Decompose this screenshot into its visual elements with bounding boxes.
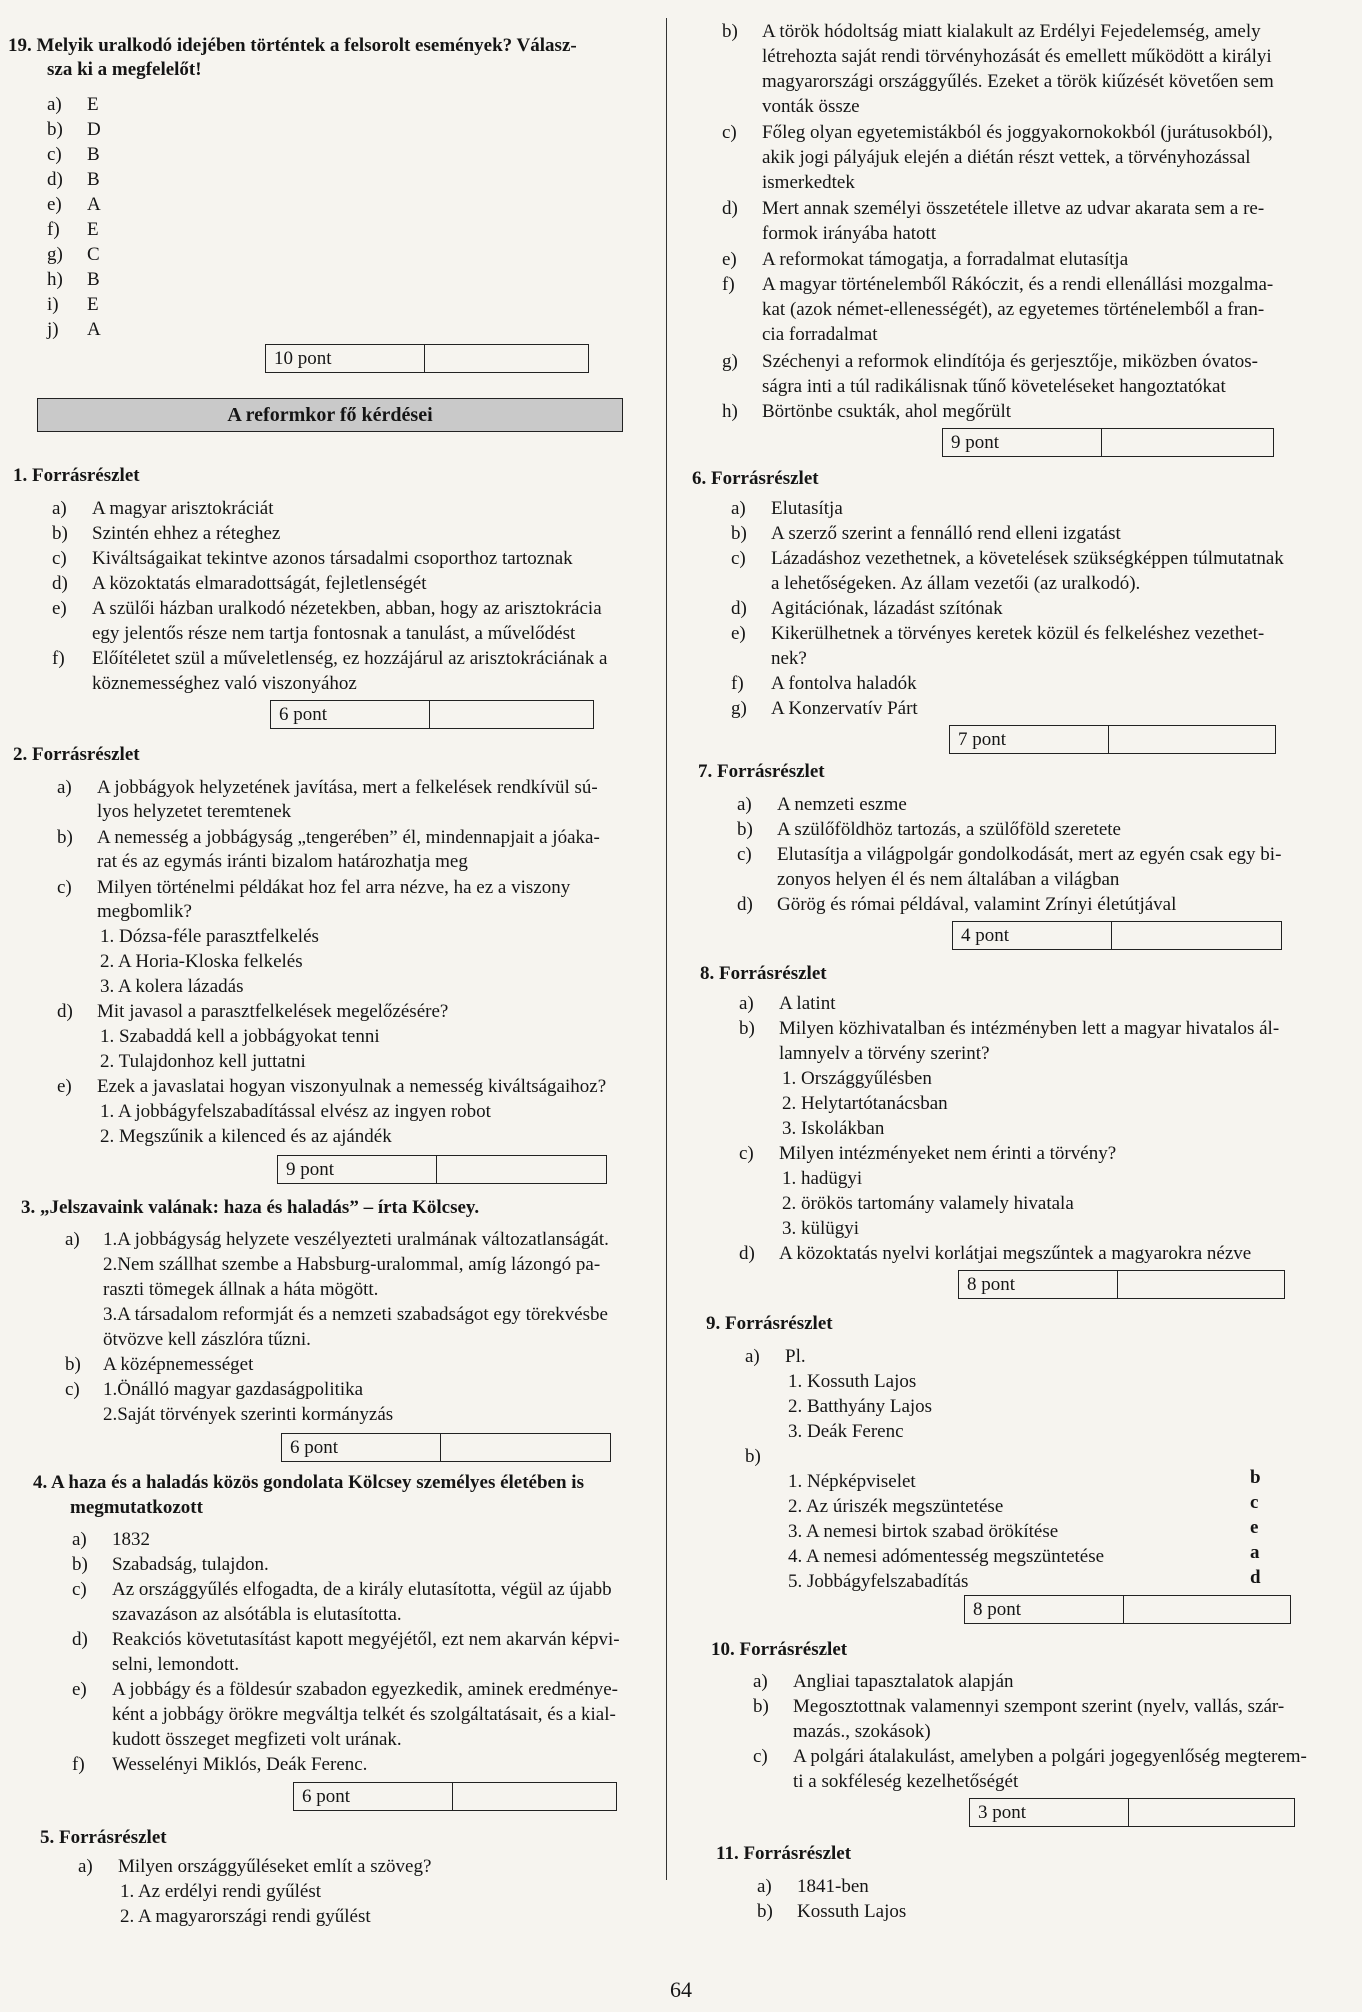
s1-c: Kiváltságaikat tekintve azonos társadalmi csoporthoz tartoznak [92, 548, 573, 569]
s8-b2: lamnyelv a törvény szerint? [779, 1043, 990, 1064]
score-field [430, 701, 593, 728]
s2-b2: rat és az egymás iránti bizalom határozhatja meg [97, 851, 468, 872]
s5-e: A reformokat támogatja, a forradalmat elutasítja [762, 249, 1129, 270]
s8-c: Milyen intézményeket nem érinti a törvény? [779, 1143, 1117, 1164]
s2-c-item: 2. A Horia-Kloska felkelés [100, 951, 303, 972]
s9-a-item: 2. Batthyány Lajos [788, 1396, 933, 1417]
s5-title: 5. Forrásrészlet [40, 1827, 167, 1848]
score-field [453, 1783, 616, 1810]
s1-b: Szintén ehhez a réteghez [92, 523, 281, 544]
s5-f2: kat (azok német-ellenességét), az egyetemes történelemből a fran- [762, 299, 1265, 320]
s4-points-box [293, 1782, 617, 1811]
s2-points-box [277, 1155, 607, 1184]
s5-points-box [942, 428, 1274, 457]
q19-item-answer: E [87, 294, 99, 315]
s9-a-item: 3. Deák Ferenc [788, 1421, 904, 1442]
s3-a1: 1.A jobbágyság helyzete veszélyezteti uralmának változatlanságát. [103, 1229, 609, 1250]
score-field [1109, 726, 1275, 753]
s5-f1: A magyar történelemből Rákóczit, és a rendi ellenállási mozgalma- [762, 274, 1274, 295]
s7-b: A szülőföldhöz tartozás, a szülőföld szeretete [777, 819, 1121, 840]
s8-b1: Milyen közhivatalban és intézményben lett a magyar hivatalos ál- [779, 1018, 1280, 1039]
s4-title-line1: 4. A haza és a haladás közös gondolata Kölcsey személyes életében is [33, 1472, 584, 1493]
s9-b-key-letter: c [1250, 1492, 1259, 1513]
s6-b: A szerző szerint a fennálló rend elleni izgatást [771, 523, 1121, 544]
section-banner: A reformkor fő kérdései [37, 398, 623, 432]
points-label: 4 pont [953, 922, 1112, 949]
s4-a: 1832 [112, 1529, 150, 1550]
s3-b: A középnemességet [103, 1354, 254, 1375]
s8-points-box [958, 1270, 1285, 1299]
document-page: 19. Melyik uralkodó idejében történtek a felsorolt események? Válasz- sza ki a megfelelőt! a) E b) D c) B d) B e) A f) E g) C h) B i) E j) A 10 pont A reformkor fő kérdései 1. Forrásrészlet a) A magyar arisztokráciát b) Szintén ehhez a réteghez c) Kiváltságaikat tekintve azonos társadalmi csoporthoz tartoznak d) A közoktatás elmaradottságát, fejletlenségét e) A szülői házban uralkodó nézetekben, abban, hogy az arisztokrácia egy jelentős része nem tartja fontosnak a tanulást, a művelődést f) Előítéletet szül a műveletlenség, ez hozzájárul az arisztokráciának a köznemességhez való viszonyához 6 pont 2. Forrásrészlet a) A jobbágyok helyzetének javítása, mert a felkelések rendkívül sú- lyos helyzetet teremtenek b) A nemesség a jobbágyság „tengerében” él, mindennapjait a jóaka- rat és az egymás iránti bizalom határozhatja meg c) Milyen történelmi példákat hoz fel arra nézve, ha ez a viszony megbomlik? 1. Dózsa-féle parasztfelkelés 2. A Horia-Kloska felkelés 3. A kolera lázadás d) Mit javasol a parasztfelkelések megelőzésére? 1. Szabaddá kell a jobbágyokat tenni 2. Tulajdonhoz kell juttatni e) Ezek a javaslatai hogyan viszonyulnak a nemesség kiváltságaihoz? 1. A jobbágyfelszabadítással elvész az ingyen robot 2. Megszűnik a kilenced és az ajándék 9 pont 3. „Jelszavaink valának: haza és haladás” – írta Kölcsey. a) 1.A jobbágyság helyzete veszélyezteti uralmának változatlanságát. 2.Nem szállhat szembe a Habsburg-uralommal, amíg lázongó pa- raszti tömegek állnak a háta mögött. 3.A társadalom reformját és a nemzeti szabadságot egy törekvésbe ötvözve kell zászlóra tűzni. b) A középnemességet c) 1.Önálló magyar gazdaságpolitika 2.Saját törvények szerinti kormányzás 6 pont 4. A haza és a haladás közös gondolata Kölcsey személyes életében is megmutatkozott a) 1832 b) Szabadság, tulajdon. c) Az országgyűlés elfogadta, de a király elutasította, végül az újabb szavazáson az alsótábla is elutasította. d) Reakciós követutasítást kapott megyéjétől, ezt nem akarván képvi- selni, lemondott. e) A jobbágy és a földesúr szabadon egyezkedik, aminek eredménye- ként a jobbágy örökre megváltja telkét és szolgáltatásait, és a kial- kudott összeget megfizeti volt urának. f) Wesselényi Miklós, Deák Ferenc. 6 pont 5. Forrásrészlet a) Milyen országgyűléseket említ a szöveg? 1. Az erdélyi rendi gyűlést 2. A magyarországi rendi gyűlést b) A török hódoltság miatt kialakult az Erdélyi Fejedelemség, amely létrehozta saját rendi törvényhozását és emellett működött a királyi magyarországi országgyűlés. Ezeket a török kiűzését követően sem vonták össze c) Főleg olyan egyetemistákból és joggyakornokokból (jurátusokból), akik jogi pályájuk elején a diétán részt vettek, a törvényhozással ismerkedtek d) Mert annak személyi összetétele illetve az udvar akarata sem a re- formok irányába hatott e) A reformokat támogatja, a forradalmat elutasítja f) A magyar történelemből Rákóczit, és a rendi ellenállási mozgalma- kat (azok német-ellenességét), az egyetemes történelemből a fran- cia forradalmat g) Széchenyi a reformok elindítója és gerjesztője, miközben óvatos- ságra inti a túl radikálisnak tűnő követeléseket hangoztatókat h) Börtönbe csukták, ahol megőrült 9 pont 6. Forrásrészlet a) Elutasítja b) A szerző szerint a fennálló rend elleni izgatást c) Lázadáshoz vezethetnek, a követelések szükségképpen túlmutatnak a lehetőségeken. Az állam vezetői (az uralkodó). d) Agitációnak, lázadást szítónak e) Kikerülhetnek a törvényes keretek közül és felkeléshez vezethet- nek? f) A fontolva haladók g) A Konzervatív Párt 7 pont 7. Forrásrészlet a) A nemzeti eszme b) A szülőföldhöz tartozás, a szülőföld szeretete c) Elutasítja a világpolgár gondolkodását, mert az egyén csak egy bi- zonyos helyen él és nem általában a világban d) Görög és római példával, valamint Zrínyi életútjával 4 pont 8. Forrásrészlet a) A latint b) Milyen közhivatalban és intézményben lett a magyar hivatalos ál- lamnyelv a törvény szerint? 1. Országgyűlésben 2. Helytartótanácsban 3. Iskolákban c) Milyen intézményeket nem érinti a törvény? 1. hadügyi 2. örökös tartomány valamely hivatala 3. külügyi d) A közoktatás nyelvi korlátjai megszűntek a magyarokra nézve 8 pont 9. Forrásrészlet a) Pl. 1. Kossuth Lajos 2. Batthyány Lajos 3. Deák Ferenc b) 1. Népképviselet b 2. Az úriszék megszüntetése c 3. A nemesi birtok szabad örökítése e 4. A nemesi adómentesség megszüntetése a 5. Jobbágyfelszabadítás d 8 pont 10. Forrásrészlet a) Angliai tapasztalatok alapján b) Megosztottnak valamennyi szempont szerint (nyelv, vallás, szár- mazás., szokások) c) A polgári átalakulást, amelyben a polgári jogegyenlőség megterem- ti a sokféleség kezelhetőségét 3 pont 11. Forrásrészlet a) 1841-ben b) Kossuth Lajos 64 [0, 0, 1362, 2012]
s5-b2: létrehozta saját rendi törvényhozását és emellett működött a királyi [762, 46, 1272, 67]
s5-a-item: 2. A magyarországi rendi gyűlést [120, 1906, 371, 1927]
s8-c-item: 1. hadügyi [782, 1168, 863, 1189]
s9-a-item: 1. Kossuth Lajos [788, 1371, 917, 1392]
s4-e3: kudott összeget megfizeti volt urának. [112, 1729, 402, 1750]
score-field [1118, 1271, 1284, 1298]
s4-d2: selni, lemondott. [112, 1654, 240, 1675]
q19-item-answer: B [87, 169, 100, 190]
s9-b-key-letter: e [1250, 1517, 1259, 1538]
s2-e-item: 1. A jobbágyfelszabadítással elvész az ingyen robot [100, 1101, 491, 1122]
score-field [1124, 1596, 1290, 1623]
s1-f2: köznemességhez való viszonyához [92, 673, 357, 694]
s4-e2: ként a jobbágy örökre megváltja telkét és szolgáltatásait, és a kial- [112, 1704, 616, 1725]
q19-item-marker: c) [47, 144, 62, 165]
q19-item-marker: b) [47, 119, 63, 140]
s10-b1: Megosztottnak valamennyi szempont szerint (nyelv, vallás, szár- [793, 1696, 1285, 1717]
q19-item-answer: B [87, 144, 100, 165]
s9-b-item: 3. A nemesi birtok szabad örökítése [788, 1521, 1059, 1542]
s10-b2: mazás., szokások) [793, 1721, 931, 1742]
s8-b-item: 2. Helytartótanácsban [782, 1093, 948, 1114]
s4-c1: Az országgyűlés elfogadta, de a király elutasította, végül az újabb [112, 1579, 612, 1600]
s7-a: A nemzeti eszme [777, 794, 907, 815]
s2-c-item: 1. Dózsa-féle parasztfelkelés [100, 926, 319, 947]
page-number: 64 [670, 1977, 692, 2002]
s6-points-box [949, 725, 1276, 754]
s9-b-key-letter: a [1250, 1542, 1260, 1563]
points-label: 3 pont [970, 1799, 1129, 1826]
s1-f1: Előítéletet szül a műveletlenség, ez hozzájárul az arisztokráciának a [92, 648, 608, 669]
s9-b-key-letter: b [1250, 1467, 1261, 1488]
q19-item-answer: C [87, 244, 100, 265]
s1-points-box [270, 700, 594, 729]
s8-c-item: 2. örökös tartomány valamely hivatala [782, 1193, 1074, 1214]
s11-a: 1841-ben [797, 1876, 869, 1897]
s2-a2: lyos helyzetet teremtenek [97, 801, 292, 822]
s2-a1: A jobbágyok helyzetének javítása, mert a felkelések rendkívül sú- [97, 777, 598, 798]
s1-title: 1. Forrásrészlet [13, 465, 140, 486]
s2-title: 2. Forrásrészlet [13, 744, 140, 765]
s3-a5: ötvözve kell zászlóra tűzni. [103, 1329, 311, 1350]
q19-title-line2: sza ki a megfelelőt! [47, 59, 202, 80]
q19-item-marker: j) [47, 319, 59, 340]
q19-item-answer: A [87, 194, 101, 215]
s8-a: A latint [779, 993, 836, 1014]
s7-points-box [952, 921, 1282, 950]
s9-b-key-letter: d [1250, 1567, 1261, 1588]
s5-a-item: 1. Az erdélyi rendi gyűlést [120, 1881, 322, 1902]
s4-d1: Reakciós követutasítást kapott megyéjétől, ezt nem akarván képvi- [112, 1629, 620, 1650]
s3-a2: 2.Nem szállhat szembe a Habsburg-uralommal, amíg lázongó pa- [103, 1254, 601, 1275]
points-label: 6 pont [294, 1783, 453, 1810]
q19-item-answer: D [87, 119, 101, 140]
s5-f3: cia forradalmat [762, 324, 878, 345]
s8-d: A közoktatás nyelvi korlátjai megszűntek a magyarokra nézve [779, 1243, 1252, 1264]
s2-c1: Milyen történelmi példákat hoz fel arra nézve, ha ez a viszony [97, 877, 571, 898]
s6-g: A Konzervatív Párt [771, 698, 918, 719]
points-label: 6 pont [271, 701, 430, 728]
s5-a: Milyen országgyűléseket említ a szöveg? [118, 1856, 432, 1877]
s11-title: 11. Forrásrészlet [716, 1843, 852, 1864]
q19-item-answer: E [87, 219, 99, 240]
s1-e1: A szülői házban uralkodó nézetekben, abban, hogy az arisztokrácia [92, 598, 602, 619]
s6-d: Agitációnak, lázadást szítónak [771, 598, 1003, 619]
score-field [437, 1156, 606, 1183]
q19-item-answer: A [87, 319, 101, 340]
s5-h: Börtönbe csukták, ahol megőrült [762, 401, 1012, 422]
s2-c-item: 3. A kolera lázadás [100, 976, 244, 997]
points-label: 8 pont [965, 1596, 1124, 1623]
s4-e1: A jobbágy és a földesúr szabadon egyezkedik, aminek eredménye- [112, 1679, 618, 1700]
s2-d-item: 1. Szabaddá kell a jobbágyokat tenni [100, 1026, 380, 1047]
s2-d: Mit javasol a parasztfelkelések megelőzésére? [97, 1001, 449, 1022]
points-label: 8 pont [959, 1271, 1118, 1298]
points-label: 9 pont [943, 429, 1102, 456]
s9-title: 9. Forrásrészlet [706, 1313, 833, 1334]
s9-b-item: 1. Népképviselet [788, 1471, 916, 1492]
s5-d2: formok irányába hatott [762, 223, 937, 244]
points-label: 6 pont [282, 1434, 441, 1461]
s3-points-box [281, 1433, 611, 1462]
s9-a: Pl. [785, 1346, 806, 1367]
q19-item-answer: B [87, 269, 100, 290]
s10-points-box [969, 1798, 1295, 1827]
score-field [1129, 1799, 1294, 1826]
s9-b-item: 4. A nemesi adómentesség megszüntetése [788, 1546, 1105, 1567]
s2-e-item: 2. Megszűnik a kilenced és az ajándék [100, 1126, 392, 1147]
s11-b: Kossuth Lajos [797, 1901, 907, 1922]
column-divider [666, 18, 667, 1880]
score-field [1102, 429, 1273, 456]
s4-f: Wesselényi Miklós, Deák Ferenc. [112, 1754, 368, 1775]
s5-b3: magyarországi országgyűlés. Ezeket a török kiűzését követően sem [762, 71, 1274, 92]
s8-b-item: 1. Országgyűlésben [782, 1068, 932, 1089]
s7-c1: Elutasítja a világpolgár gondolkodását, mert az egyén csak egy bi- [777, 844, 1282, 865]
s5-g2: ságra inti a túl radikálisnak tűnő követeléseket hangoztatókat [762, 376, 1226, 397]
s7-c2: zonyos helyen él és nem általában a világban [777, 869, 1120, 890]
s10-c1: A polgári átalakulást, amelyben a polgári jogegyenlőség megterem- [793, 1746, 1307, 1767]
q19-item-marker: d) [47, 169, 63, 190]
q19-item-marker: g) [47, 244, 63, 265]
s6-e1: Kikerülhetnek a törvényes keretek közül és felkeléshez vezethet- [771, 623, 1265, 644]
s5-b4: vonták össze [762, 96, 860, 117]
s6-f: A fontolva haladók [771, 673, 917, 694]
s10-c2: ti a sokféleség kezelhetőségét [793, 1771, 1019, 1792]
s9-b-item: 5. Jobbágyfelszabadítás [788, 1571, 969, 1592]
score-field [441, 1434, 610, 1461]
s7-d: Görög és római példával, valamint Zrínyi életútjával [777, 894, 1177, 915]
s7-title: 7. Forrásrészlet [698, 761, 825, 782]
s3-c1: 1.Önálló magyar gazdaságpolitika [103, 1379, 364, 1400]
s5-c2: akik jogi pályájuk elején a diétán részt vettek, a törvényhozással [762, 147, 1251, 168]
s3-a3: raszti tömegek állnak a háta mögött. [103, 1279, 379, 1300]
s1-d: A közoktatás elmaradottságát, fejletlenségét [92, 573, 427, 594]
s5-d1: Mert annak személyi összetétele illetve az udvar akarata sem a re- [762, 198, 1265, 219]
q19-title-line1: 19. Melyik uralkodó idejében történtek a felsorolt események? Válasz- [8, 35, 577, 56]
s2-d-item: 2. Tulajdonhoz kell juttatni [100, 1051, 306, 1072]
s8-title: 8. Forrásrészlet [700, 963, 827, 984]
s6-title: 6. Forrásrészlet [692, 468, 819, 489]
s2-c2: megbomlik? [97, 901, 192, 922]
s9-b-marker: b) [745, 1446, 761, 1467]
s9-points-box [964, 1595, 1291, 1624]
s2-e: Ezek a javaslatai hogyan viszonyulnak a nemesség kiváltságaihoz? [97, 1076, 607, 1097]
points-label: 7 pont [950, 726, 1109, 753]
s4-b: Szabadság, tulajdon. [112, 1554, 269, 1575]
q19-item-marker: f) [47, 219, 60, 240]
points-label: 9 pont [278, 1156, 437, 1183]
s1-e2: egy jelentős része nem tartja fontosnak a tanulást, a művelődést [92, 623, 576, 644]
q19-item-answer: E [87, 94, 99, 115]
s5-c1: Főleg olyan egyetemistákból és joggyakornokokból (jurátusokból), [762, 122, 1273, 143]
score-field [1112, 922, 1281, 949]
q19-item-marker: i) [47, 294, 59, 315]
s3-c2: 2.Saját törvények szerinti kormányzás [103, 1404, 394, 1425]
s3-a4: 3.A társadalom reformját és a nemzeti szabadságot egy törekvésbe [103, 1304, 608, 1325]
s8-c-item: 3. külügyi [782, 1218, 860, 1239]
s6-c2: a lehetőségeken. Az állam vezetői (az uralkodó). [771, 573, 1141, 594]
s5-c3: ismerkedtek [762, 172, 855, 193]
s6-e2: nek? [771, 648, 807, 669]
s5-g1: Széchenyi a reformok elindítója és gerjesztője, miközben óvatos- [762, 351, 1258, 372]
s1-a: A magyar arisztokráciát [92, 498, 274, 519]
s8-b-item: 3. Iskolákban [782, 1118, 885, 1139]
q19-item-marker: h) [47, 269, 63, 290]
s6-c1: Lázadáshoz vezethetnek, a követelések szükségképpen túlmutatnak [771, 548, 1284, 569]
points-label: 10 pont [266, 345, 425, 372]
s4-title-line2: megmutatkozott [70, 1497, 203, 1518]
s6-a: Elutasítja [771, 498, 843, 519]
s10-a: Angliai tapasztalatok alapján [793, 1671, 1014, 1692]
s2-b1: A nemesség a jobbágyság „tengerében” él, mindennapjait a jóaka- [97, 827, 600, 848]
s5-b1: A török hódoltság miatt kialakult az Erdélyi Fejedelemség, amely [762, 21, 1261, 42]
q19-points-box [265, 344, 589, 373]
s9-b-item: 2. Az úriszék megszüntetése [788, 1496, 1004, 1517]
q19-item-marker: a) [47, 94, 62, 115]
s4-c2: szavazáson az alsótábla is elutasította. [112, 1604, 402, 1625]
score-field [425, 345, 588, 372]
s10-title: 10. Forrásrészlet [711, 1639, 848, 1660]
s3-title: 3. „Jelszavaink valának: haza és haladás” – írta Kölcsey. [21, 1197, 480, 1218]
q19-item-marker: e) [47, 194, 62, 215]
